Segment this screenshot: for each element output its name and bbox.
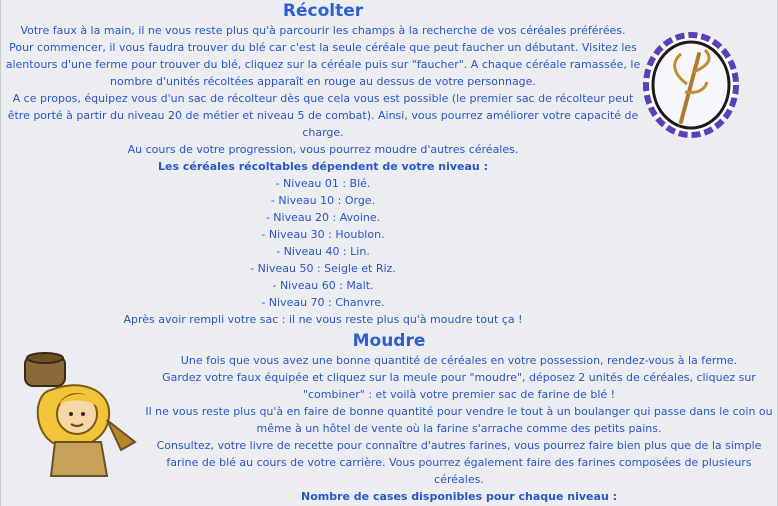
recolter-title: Récolter <box>282 1 364 21</box>
levels-heading: Les céréales récoltables dépendent de votre niveau : <box>158 160 488 173</box>
level-item: - Niveau 50 : Seigle et Riz. <box>250 262 396 275</box>
levels-list <box>1 175 645 311</box>
level-item: - Niveau 10 : Orge. <box>270 194 376 207</box>
recolter-section <box>1 0 645 328</box>
moudre-paragraph: Consultez, votre livre de recette pour connaître d'autres farines, vous pourrez faire bien plus que de la simple farine de blé au cours de votre carrière. Vous pourrez également faire des farines composées de plusieurs céréales. <box>156 439 762 486</box>
scythe-emblem-icon <box>643 32 739 138</box>
recolter-paragraph: Pour commencer, il vous faudra trouver du blé car c'est la seule céréale que peut faucher un débutant. Visitez les alentours d'une ferme pour trouver du blé, cliquez sur la céréale puis sur "faucher". A chaque céréale ramassée, le nombre d'unités récoltées apparaît en rouge au dessus de votre personnage. <box>5 41 641 88</box>
recolter-paragraph: Au cours de votre progression, vous pourrez moudre d'autres céréales. <box>127 143 519 156</box>
level-item: - Niveau 70 : Chanvre. <box>261 296 385 309</box>
slots-heading: Nombre de cases disponibles pour chaque niveau : <box>300 490 617 503</box>
farmer-character-icon <box>11 350 139 480</box>
recolter-paragraph: Votre faux à la main, il ne vous reste plus qu'à parcourir les champs à la recherche de vos céréales préférées. <box>20 24 626 37</box>
moudre-title: Moudre <box>352 331 426 351</box>
moudre-paragraph: Gardez votre faux équipée et cliquez sur la meule pour "moudre", déposez 2 unités de céréales, cliquez sur "combiner" : et voilà votre premier sac de farine de blé ! <box>162 371 756 401</box>
recolter-closing: Après avoir rempli votre sac : il ne vous reste plus qu'à moudre tout ça ! <box>123 313 523 326</box>
level-item: - Niveau 01 : Blé. <box>275 177 371 190</box>
level-item: - Niveau 20 : Avoine. <box>265 211 381 224</box>
level-item: - Niveau 40 : Lin. <box>276 245 370 258</box>
moudre-paragraph: Une fois que vous avez une bonne quantité de céréales en votre possession, rendez-vous à la ferme. <box>180 354 738 367</box>
moudre-paragraph: Il ne vous reste plus qu'à en faire de bonne quantité pour vendre le tout à un boulanger qui passe dans le coin ou même à un hôtel de vente où la farine s'arrache comme des petits pains. <box>145 405 773 435</box>
recolter-paragraph: A ce propos, équipez vous d'un sac de récolteur dès que cela vous est possible (le premier sac de récolteur peut être porté à partir du niveau 20 de métier et niveau 5 de combat). Ainsi, vous pourrez améliorer votre capacité de charge. <box>7 92 639 139</box>
level-item: - Niveau 30 : Houblon. <box>261 228 385 241</box>
moudre-section <box>141 330 777 505</box>
level-item: - Niveau 60 : Malt. <box>272 279 374 292</box>
